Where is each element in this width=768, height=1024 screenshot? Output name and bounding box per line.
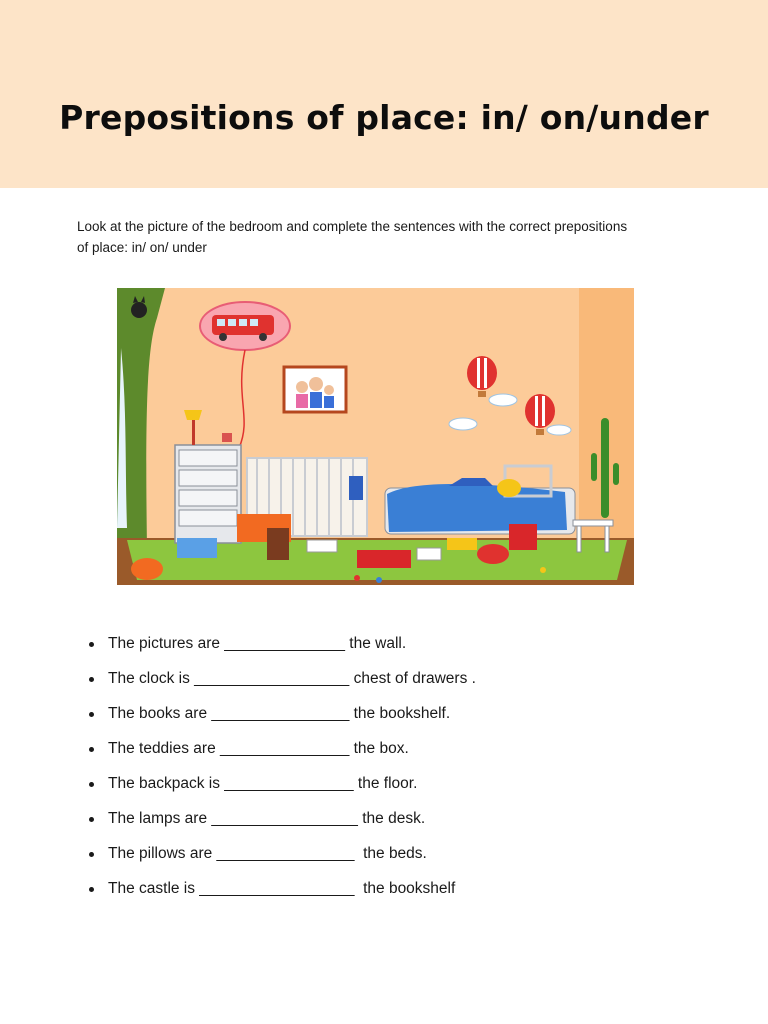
hanging-shirt	[349, 476, 363, 500]
sentence-item: The clock is __________________ chest of drawers .	[88, 667, 476, 702]
lamp-icon	[184, 410, 202, 420]
sentence-list	[88, 632, 476, 912]
sentence-item: The pillows are ________________ the beds.	[88, 842, 476, 877]
bedroom-illustration	[117, 288, 634, 585]
sentence-item: The backpack is _______________ the floor.	[88, 772, 476, 807]
clock-icon	[222, 433, 232, 442]
teddy-icon	[267, 528, 289, 560]
page-title: Prepositions of place: in/ on/under	[59, 98, 709, 137]
sentence-item: The teddies are _______________ the box.	[88, 737, 476, 772]
instructions-text: Look at the picture of the bedroom and complete the sentences with the correct prepositions of place: in/ on/ under	[77, 219, 628, 255]
toy-train-icon	[357, 550, 411, 568]
castle-icon	[509, 524, 537, 550]
balloon-icon	[497, 479, 521, 497]
family-picture	[284, 367, 346, 412]
sentence-item: The lamps are _________________ the desk.	[88, 807, 476, 842]
title-banner	[0, 0, 768, 188]
sentence-item: The castle is __________________ the bookshelf	[88, 877, 476, 912]
sentence-item: The books are ________________ the bookshelf.	[88, 702, 476, 737]
sentence-item: The pictures are ______________ the wall.	[88, 632, 476, 667]
cat-icon	[131, 302, 147, 318]
